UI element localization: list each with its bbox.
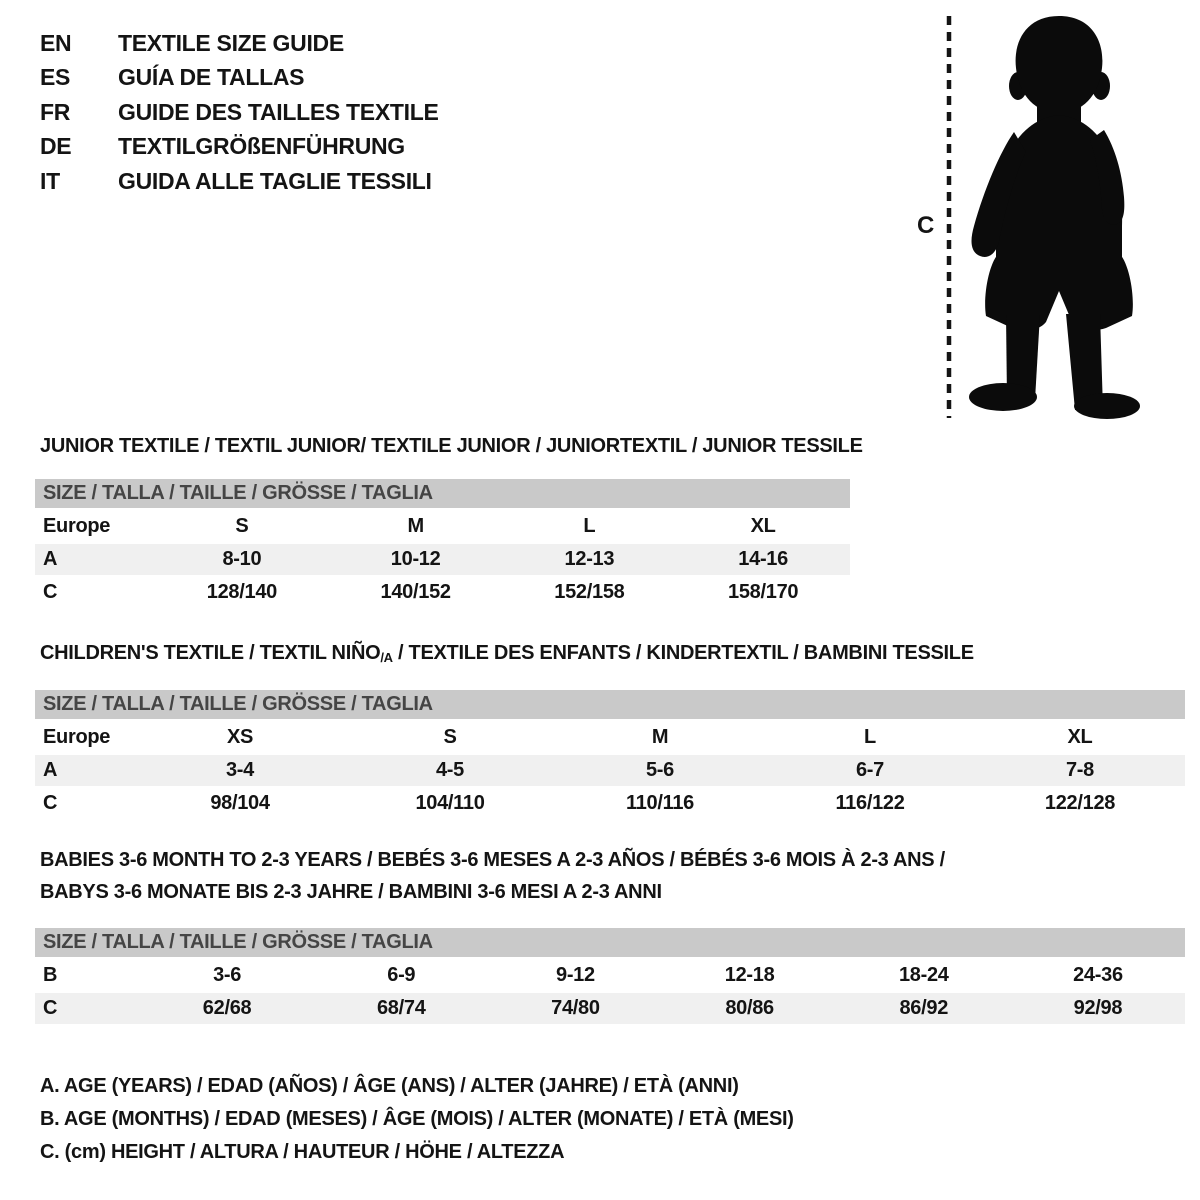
height-cell: 122/128	[1044, 792, 1116, 814]
row-label: C	[43, 792, 58, 814]
babies-section-title-line1: BABIES 3-6 MONTH TO 2-3 YEARS / BEBÉS 3-6 MESES A 2-3 AÑOS / BÉBÉS 3-6 MOIS À 2-3 ANS /	[40, 849, 945, 871]
size-cell: XL	[750, 515, 776, 537]
row-label: A	[43, 759, 58, 781]
height-cell: 98/104	[210, 792, 270, 814]
children-title-prefix: CHILDREN'S TEXTILE / TEXTIL NIÑO	[40, 642, 381, 664]
age-cell: 12-18	[724, 964, 775, 986]
height-cell: 158/170	[728, 581, 799, 603]
table-row	[35, 722, 1185, 753]
junior-section-title: JUNIOR TEXTILE / TEXTIL JUNIOR/ TEXTILE JUNIOR / JUNIORTEXTIL / JUNIOR TESSILE	[40, 435, 863, 457]
row-label: A	[43, 548, 58, 570]
row-label: C	[43, 581, 58, 603]
table-row	[35, 577, 850, 608]
height-measure-label: C	[917, 212, 935, 239]
height-cell: 68/74	[376, 997, 426, 1019]
size-cell: M	[407, 515, 424, 537]
size-header-text: SIZE / TALLA / TAILLE / GRÖSSE / TAGLIA	[43, 482, 433, 504]
babies-size-table	[35, 928, 1185, 1026]
table-row	[35, 788, 1185, 819]
age-cell: 3-6	[213, 964, 242, 986]
size-cell: S	[235, 515, 249, 537]
table-row	[35, 993, 1185, 1024]
table-row	[35, 755, 1185, 786]
babies-section-title-line2: BABYS 3-6 MONATE BIS 2-3 JAHRE / BAMBINI 3-6 MESI A 2-3 ANNI	[40, 881, 662, 903]
children-size-header-bar	[35, 690, 1185, 719]
legend	[40, 1070, 794, 1169]
table-row	[35, 960, 1185, 991]
lang-code: DE	[40, 133, 72, 160]
junior-size-table	[35, 479, 850, 610]
height-cell: 116/122	[835, 792, 905, 814]
lang-row-en	[40, 26, 439, 61]
legend-line-age-months: B. AGE (MONTHS) / EDAD (MESES) / ÂGE (MOIS) / ALTER (MONATE) / ETÀ (MESI)	[40, 1108, 794, 1130]
size-cell: M	[651, 726, 669, 748]
age-cell: 6-7	[855, 759, 884, 781]
row-label: Europe	[43, 726, 111, 748]
size-cell: L	[583, 515, 596, 537]
lang-row-de	[40, 130, 439, 165]
height-cell: 74/80	[551, 997, 600, 1019]
age-cell: 4-5	[435, 759, 464, 781]
children-size-table	[35, 690, 1185, 821]
size-cell: XL	[1067, 726, 1093, 748]
height-cell: 92/98	[1073, 997, 1123, 1019]
age-cell: 7-8	[1065, 759, 1094, 781]
lang-title: GUIDE DES TAILLES TEXTILE	[118, 98, 439, 125]
size-header-text: SIZE / TALLA / TAILLE / GRÖSSE / TAGLIA	[43, 693, 433, 715]
row-label: Europe	[43, 515, 111, 537]
height-cell: 110/116	[626, 792, 694, 814]
height-cell: 86/92	[899, 997, 949, 1019]
size-cell: XS	[226, 726, 254, 748]
junior-size-header-bar	[35, 479, 850, 508]
lang-code: IT	[40, 167, 60, 194]
age-cell: 8-10	[222, 548, 262, 570]
row-label: B	[43, 964, 58, 986]
height-cell: 104/110	[415, 792, 485, 814]
lang-title: GUIDA ALLE TAGLIE TESSILI	[118, 167, 432, 194]
children-title-sub: /A	[380, 650, 393, 665]
age-cell: 12-13	[564, 548, 615, 570]
age-cell: 14-16	[738, 548, 788, 570]
lang-row-it	[40, 164, 439, 199]
lang-code: FR	[40, 98, 71, 125]
lang-code: EN	[40, 29, 72, 56]
height-cell: 80/86	[725, 997, 774, 1019]
height-cell: 152/158	[554, 581, 625, 603]
lang-row-fr	[40, 95, 439, 130]
height-cell: 62/68	[202, 997, 252, 1019]
age-cell: 9-12	[556, 964, 595, 986]
row-label: C	[43, 997, 58, 1019]
legend-line-age-years: A. AGE (YEARS) / EDAD (AÑOS) / ÂGE (ANS) / ALTER (JAHRE) / ETÀ (ANNI)	[40, 1075, 739, 1097]
legend-line-height-cm: C. (cm) HEIGHT / ALTURA / HAUTEUR / HÖHE / ALTEZZA	[40, 1141, 565, 1163]
size-cell: S	[443, 726, 457, 748]
babies-size-header-bar	[35, 928, 1185, 957]
lang-title: TEXTILGRÖßENFÜHRUNG	[118, 133, 405, 160]
height-cell: 140/152	[380, 581, 451, 603]
age-cell: 3-4	[225, 759, 254, 781]
lang-title: GUÍA DE TALLAS	[118, 64, 305, 91]
age-cell: 6-9	[387, 964, 416, 986]
age-cell: 10-12	[390, 548, 441, 570]
children-section-title	[40, 642, 974, 665]
size-header-text: SIZE / TALLA / TAILLE / GRÖSSE / TAGLIA	[43, 931, 433, 953]
age-cell: 5-6	[645, 759, 674, 781]
age-cell: 24-36	[1073, 964, 1123, 986]
lang-row-es	[40, 61, 439, 96]
lang-title: TEXTILE SIZE GUIDE	[118, 29, 344, 56]
table-row	[35, 544, 850, 575]
table-row	[35, 511, 850, 542]
size-cell: L	[864, 726, 876, 748]
age-cell: 18-24	[898, 964, 949, 986]
height-dashed-line-icon	[946, 16, 954, 418]
height-cell: 128/140	[206, 581, 277, 603]
toddler-silhouette-icon	[960, 14, 1145, 424]
language-title-list	[40, 26, 439, 199]
children-title-suffix: / TEXTILE DES ENFANTS / KINDERTEXTIL / BAMBINI TESSILE	[392, 642, 974, 664]
lang-code: ES	[40, 64, 71, 91]
